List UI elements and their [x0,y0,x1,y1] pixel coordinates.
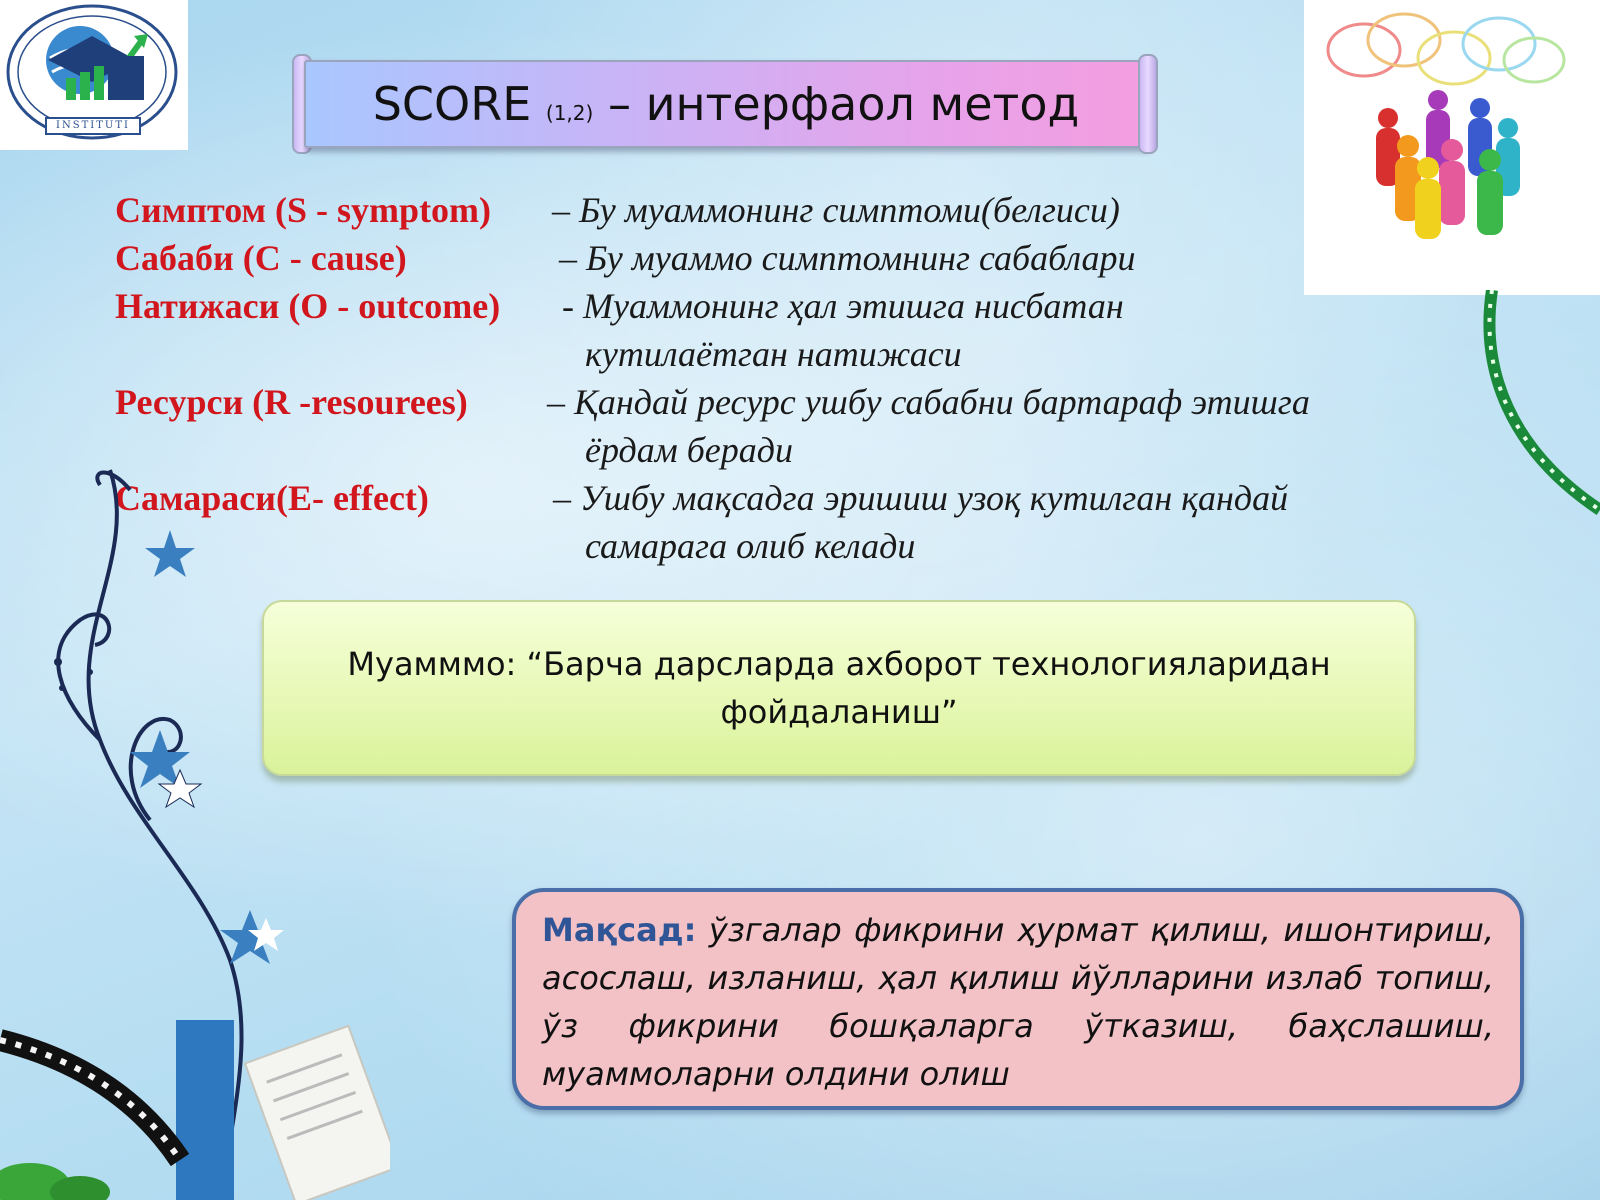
institute-logo [0,0,188,150]
definition-desc: кутилаётган натижаси [585,334,962,374]
definition-row-resources [115,378,1415,426]
goal-label: Мақсад: [542,911,697,949]
definition-row-symptom [115,186,1415,234]
definition-desc: самарага олиб келади [585,526,916,566]
title-bar [304,60,1148,148]
definition-desc: – Қандай ресурс ушбу сабабни бартараф этишга [547,382,1310,422]
problem-box [262,600,1416,776]
title-rest: – интерфаол метод [607,77,1080,131]
scroll-roll-right [1138,54,1158,154]
definition-row-outcome-cont [115,330,1415,378]
definition-desc: – Бу муаммонинг симптоми(белгиси) [552,190,1120,230]
definition-term: Сабаби (C - cause) [115,238,407,278]
definition-term: Самараси(E- effect) [115,478,429,518]
definition-row-outcome [115,282,1415,330]
title-sub: (1,2) [545,101,594,125]
problem-line-2: фойдаланиш” [720,693,958,731]
goal-text: ўзгалар фикрини ҳурмат қилиш, ишонтириш, асослаш, изланиш, ҳал қилиш йўлларини излаб топиш, ўз фикрини бошқаларга ўтказиш, баҳслашиш, муаммоларни олдини олиш [542,911,1495,1093]
definition-desc: ёрдам беради [585,430,793,470]
definition-desc: - Муаммонинг ҳал этишга нисбатан [562,286,1124,326]
film-strip-decoration [1480,290,1600,530]
page-title [373,77,1080,131]
goal-box [512,888,1524,1110]
definition-row-cause [115,234,1415,282]
definition-term: Ресурси (R -resourees) [115,382,468,422]
swirl-stars-decoration [0,440,390,1200]
definition-term: Симптом (S - symptom) [115,190,492,230]
definition-term: Натижаси (O - outcome) [115,286,501,326]
title-banner [290,52,1160,150]
logo-text: INSTITUTI [56,120,130,131]
definition-desc: – Бу муаммо симптомнинг сабаблари [559,238,1136,278]
problem-line-1: Муамммо: “Барча дарсларда ахборот технологияларидан [347,645,1331,683]
title-main: SCORE [372,77,532,131]
definition-desc: – Ушбу мақсадга эришиш узоқ кутилган қандай [553,478,1289,518]
